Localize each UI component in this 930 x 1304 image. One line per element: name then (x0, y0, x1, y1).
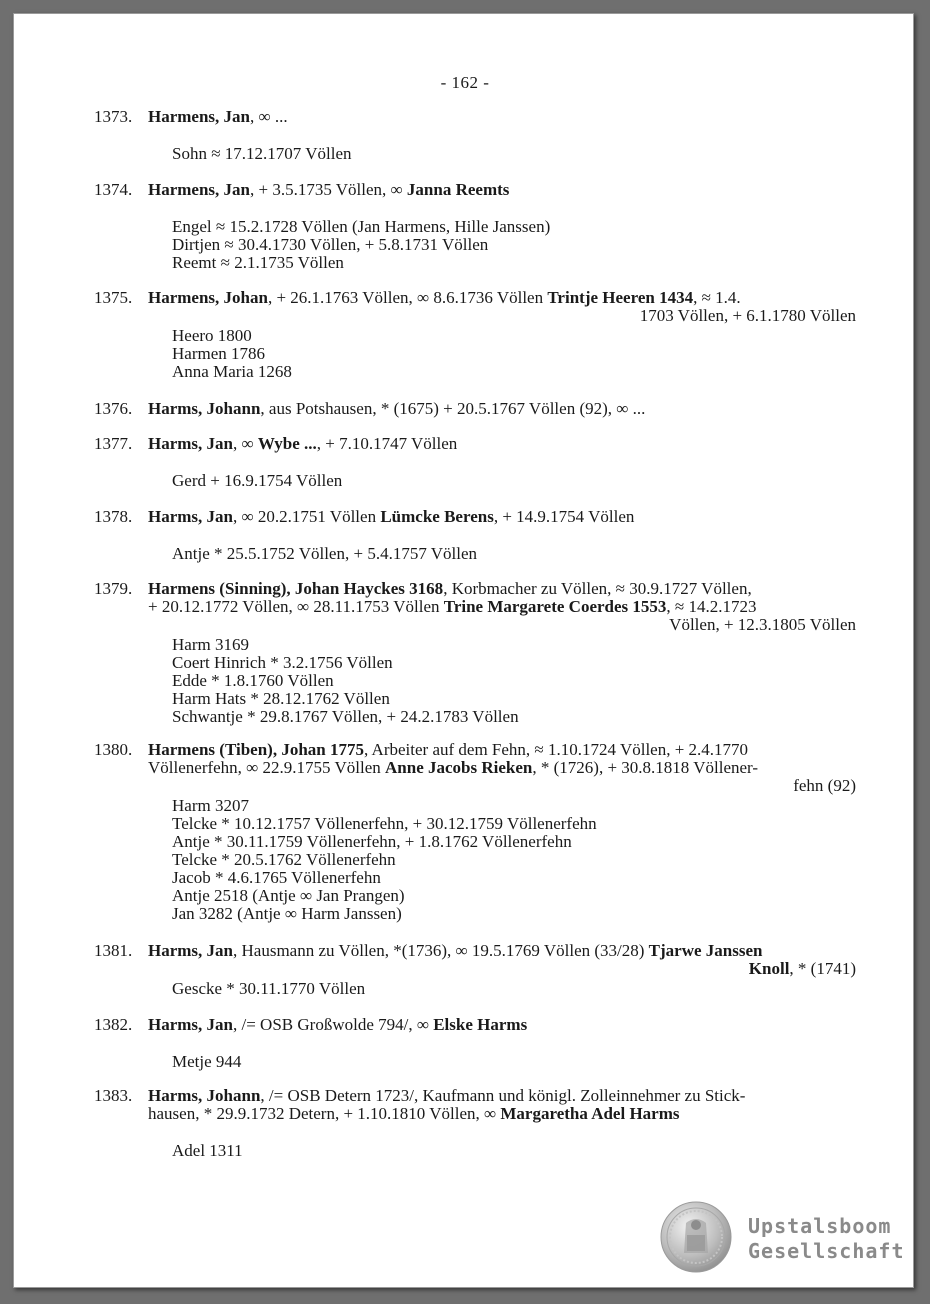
entry-header-line: Völlenerfehn, ∞ 22.9.1755 Völlen Anne Jacobs Rieken, * (1726), + 30.8.1818 Völlener- (148, 758, 759, 777)
entry-header-line: Harms, Jan, ∞ 20.2.1751 Völlen Lümcke Berens, + 14.9.1754 Völlen (148, 507, 635, 526)
children-list (172, 1053, 241, 1071)
entry-header-continuation: Knoll, * (1741) (748, 959, 856, 978)
entry-header (148, 1087, 856, 1123)
child-item: Engel ≈ 15.2.1728 Völlen (Jan Harmens, Hille Janssen) (172, 217, 551, 236)
child-item: Antje 2518 (Antje ∞ Jan Prangen) (172, 886, 405, 905)
entry-number: 1380. (94, 740, 133, 759)
entry-header-line: Harmens (Sinning), Johan Hayckes 3168, Korbmacher zu Völlen, ≈ 30.9.1727 Völlen, (148, 579, 752, 598)
children-list (172, 545, 477, 563)
child-item: Telcke * 20.5.1762 Völlenerfehn (172, 850, 396, 869)
child-item: Coert Hinrich * 3.2.1756 Völlen (172, 653, 393, 672)
child-item: Antje * 25.5.1752 Völlen, + 5.4.1757 Völlen (172, 544, 478, 563)
entry-header (148, 580, 856, 634)
child-item: Harm 3169 (172, 635, 249, 654)
child-item: Gerd + 16.9.1754 Völlen (172, 471, 343, 490)
entry-header-continuation: Völlen, + 12.3.1805 Völlen (669, 615, 856, 634)
child-item: Jan 3282 (Antje ∞ Harm Janssen) (172, 904, 402, 923)
entry-header-continuation: fehn (92) (793, 776, 856, 795)
children-list (172, 1142, 243, 1160)
entry-header-line: hausen, * 29.9.1732 Detern, + 1.10.1810 Völlen, ∞ Margaretha Adel Harms (148, 1104, 680, 1123)
entry-number: 1381. (94, 941, 133, 960)
entry-header-line: Harmens, Johan, + 26.1.1763 Völlen, ∞ 8.6.1736 Völlen Trintje Heeren 1434, ≈ 1.4. (148, 288, 741, 307)
child-item: Edde * 1.8.1760 Völlen (172, 671, 334, 690)
children-list (172, 797, 597, 923)
entry-header (148, 400, 856, 418)
children-list (172, 218, 550, 272)
entry-header-line: Harms, Jan, Hausmann zu Völlen, *(1736), ∞ 19.5.1769 Völlen (33/28) Tjarwe Janssen (148, 941, 763, 960)
children-list (172, 327, 292, 381)
watermark-line-2: Gesellschaft (748, 1239, 905, 1263)
child-item: Harm 3207 (172, 796, 249, 815)
child-item: Schwantje * 29.8.1767 Völlen, + 24.2.1783 Völlen (172, 707, 519, 726)
entry-number: 1375. (94, 288, 133, 307)
entry-header-line: Harms, Johann, aus Potshausen, * (1675) + 20.5.1767 Völlen (92), ∞ ... (148, 399, 646, 418)
children-list (172, 145, 352, 163)
entry-header (148, 741, 856, 795)
entry-header (148, 289, 856, 325)
seal-icon (660, 1201, 732, 1273)
entry-header-continuation: 1703 Völlen, + 6.1.1780 Völlen (639, 306, 856, 325)
child-item: Reemt ≈ 2.1.1735 Völlen (172, 253, 344, 272)
child-item: Antje * 30.11.1759 Völlenerfehn, + 1.8.1762 Völlenerfehn (172, 832, 572, 851)
watermark-text (748, 1214, 905, 1264)
child-item: Anna Maria 1268 (172, 362, 292, 381)
entry-number: 1378. (94, 507, 133, 526)
entry-header (148, 181, 856, 199)
entry-number: 1373. (94, 107, 133, 126)
entry-header (148, 942, 856, 978)
children-list (172, 636, 519, 726)
child-item: Jacob * 4.6.1765 Völlenerfehn (172, 868, 381, 887)
entry-number: 1382. (94, 1015, 133, 1034)
entry-header (148, 435, 856, 453)
watermark-line-1: Upstalsboom (748, 1214, 892, 1238)
child-item: Sohn ≈ 17.12.1707 Völlen (172, 144, 352, 163)
entry-header-line: Harmens, Jan, + 3.5.1735 Völlen, ∞ Janna Reemts (148, 180, 510, 199)
entry-number: 1383. (94, 1086, 133, 1105)
entry-header (148, 1016, 856, 1034)
entry-header-line: Harmens, Jan, ∞ ... (148, 107, 288, 126)
child-item: Telcke * 10.12.1757 Völlenerfehn, + 30.12.1759 Völlenerfehn (172, 814, 597, 833)
children-list (172, 472, 342, 490)
page-number: - 162 - (440, 73, 490, 92)
entry-header-line: Harmens (Tiben), Johan 1775, Arbeiter auf dem Fehn, ≈ 1.10.1724 Völlen, + 2.4.1770 (148, 740, 749, 759)
children-list (172, 980, 365, 998)
entry-header-line: Harms, Jan, ∞ Wybe ..., + 7.10.1747 Völlen (148, 434, 458, 453)
child-item: Harmen 1786 (172, 344, 266, 363)
child-item: Adel 1311 (172, 1141, 243, 1160)
child-item: Metje 944 (172, 1052, 242, 1071)
entry-header (148, 108, 856, 126)
child-item: Gescke * 30.11.1770 Völlen (172, 979, 366, 998)
entry-header-line: Harms, Johann, /= OSB Detern 1723/, Kaufmann und königl. Zolleinnehmer zu Stick- (148, 1086, 746, 1105)
entry-number: 1377. (94, 434, 133, 453)
entry-number: 1376. (94, 399, 133, 418)
entry-header-line: Harms, Jan, /= OSB Großwolde 794/, ∞ Elske Harms (148, 1015, 528, 1034)
child-item: Heero 1800 (172, 326, 252, 345)
entry-number: 1379. (94, 579, 133, 598)
child-item: Harm Hats * 28.12.1762 Völlen (172, 689, 390, 708)
child-item: Dirtjen ≈ 30.4.1730 Völlen, + 5.8.1731 Völlen (172, 235, 489, 254)
entry-number: 1374. (94, 180, 133, 199)
entry-header (148, 508, 856, 526)
entry-header-line: + 20.12.1772 Völlen, ∞ 28.11.1753 Völlen Trine Margarete Coerdes 1553, ≈ 14.2.1723 (148, 597, 757, 616)
